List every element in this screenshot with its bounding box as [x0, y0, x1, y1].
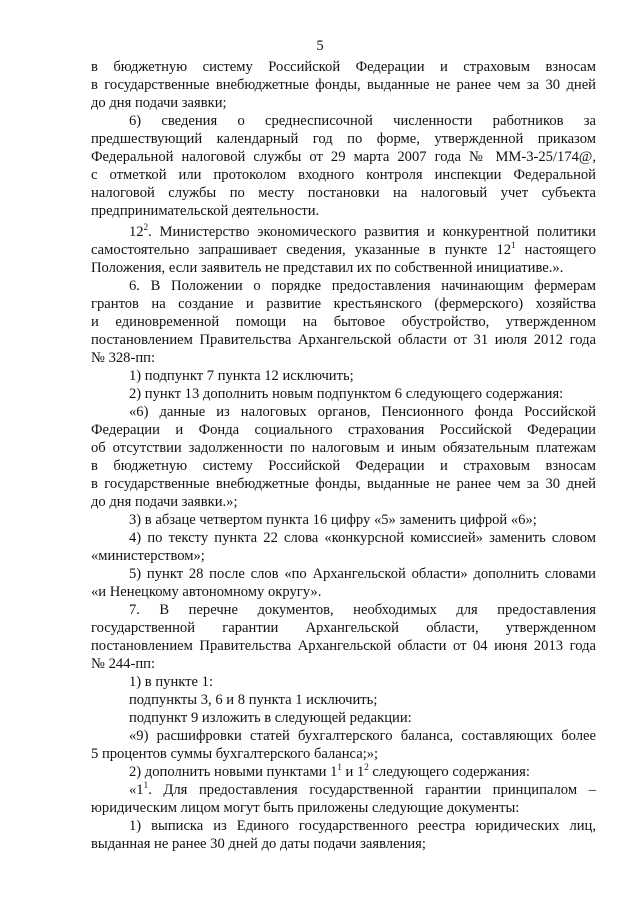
text-line: № 328-пп: [91, 350, 155, 366]
text-line: до дня подачи заявки; [91, 95, 227, 111]
text-fragment: 12 [129, 224, 144, 240]
superscript: 2 [143, 222, 149, 232]
text-line: грантов на создание и развитие крестьянского (фермерского) хозяйства [91, 296, 596, 312]
text-line [91, 223, 596, 241]
text-line: в государственные внебюджетные фонды, выданные не ранее чем за 30 дней [91, 476, 596, 492]
text-line: юридическим лицом могут быть приложены следующие документы: [91, 800, 520, 816]
text-fragment: и 1 [341, 764, 365, 780]
text-line: государственной гарантии Архангельской области, утвержденном [91, 620, 596, 636]
text-fragment: самостоятельно запрашивает сведения, указанные в пункте 12 [91, 242, 512, 258]
text-fragment: 2) дополнить новыми пунктами 1 [129, 764, 338, 780]
text-line: 5) пункт 28 после слов «по Архангельской области» дополнить словами [129, 566, 596, 582]
text-line: с отметкой или протоколом входного контроля инспекции Федеральной [91, 167, 596, 183]
text-fragment: . Министерство экономического развития и конкурентной политики [148, 224, 596, 240]
text-line: предшествующий календарный год по форме, утвержденной приказом [91, 131, 596, 147]
text-line: 3) в абзаце четвертом пункта 16 цифру «5» заменить цифрой «6»; [129, 512, 537, 528]
text-line [91, 781, 596, 799]
text-line: «6) данные из налоговых органов, Пенсионного фонда Российской [129, 404, 596, 420]
text-line: 7. В перечне документов, необходимых для предоставления [129, 602, 596, 618]
text-line: предпринимательской деятельности. [91, 203, 320, 219]
page-number: 5 [316, 38, 324, 54]
superscript: 1 [511, 240, 516, 250]
text-fragment: настоящего [515, 242, 596, 258]
text-line: в бюджетную систему Российской Федерации и страховым взносам [91, 59, 596, 75]
text-line: постановлением Правительства Архангельской области от 04 июня 2013 года [91, 638, 596, 654]
superscript: 2 [364, 762, 369, 772]
document-body [91, 58, 596, 853]
text-line: 1) подпункт 7 пункта 12 исключить; [129, 368, 354, 384]
text-line: до дня подачи заявки.»; [91, 494, 238, 510]
text-line: подпункты 3, 6 и 8 пункта 1 исключить; [129, 692, 378, 708]
text-line: Положения, если заявитель не представил их по собственной инициативе.». [91, 260, 564, 276]
text-line: 4) по тексту пункта 22 слова «конкурсной комиссией» заменить словом [129, 530, 596, 546]
superscript: 1 [337, 762, 342, 772]
text-fragment: «1 [129, 782, 144, 798]
text-line: выданная не ранее 30 дней до даты подачи заявления; [91, 836, 426, 852]
text-line: об отсутствии задолженности по налоговым и иным обязательным платежам [91, 440, 596, 456]
text-line: налоговой службы по месту постановки на налоговый учет субъекта [91, 185, 596, 201]
text-line [91, 241, 596, 259]
text-line: «министерством»; [91, 548, 205, 564]
text-line: в бюджетную систему Российской Федерации и страховым взносам [91, 458, 596, 474]
text-line: 2) пункт 13 дополнить новым подпунктом 6 следующего содержания: [129, 386, 564, 402]
superscript: 1 [143, 780, 149, 790]
text-line: Федерации и Фонда социального страхования Российской Федерации [91, 422, 596, 438]
text-line: подпункт 9 изложить в следующей редакции: [129, 710, 412, 726]
text-line: Федеральной налоговой службы от 29 марта 2007 года № ММ-3-25/174@, [91, 149, 596, 165]
text-line: постановлением Правительства Архангельской области от 31 июля 2012 года [91, 332, 596, 348]
text-fragment: . Для предоставления государственной гарантии принципалом – [148, 782, 596, 798]
text-line: в государственные внебюджетные фонды, выданные не ранее чем за 30 дней [91, 77, 596, 93]
text-line: 5 процентов суммы бухгалтерского баланса;»; [91, 746, 379, 762]
text-line: 6. В Положении о порядке предоставления начинающим фермерам [129, 278, 596, 294]
text-line: «и Ненецкому автономному округу». [91, 584, 322, 600]
text-line [91, 763, 596, 781]
text-line: «9) расшифровки статей бухгалтерского баланса, составляющих более [129, 728, 596, 744]
text-line: 1) в пункте 1: [129, 674, 214, 690]
text-line: и единовременной помощи на бытовое обустройство, утвержденном [91, 314, 596, 330]
text-line: 1) выписка из Единого государственного реестра юридических лиц, [129, 818, 596, 834]
text-fragment: следующего содержания: [368, 764, 530, 780]
text-line: 6) сведения о среднесписочной численности работников за [129, 113, 596, 129]
text-line: № 244-пп: [91, 656, 155, 672]
